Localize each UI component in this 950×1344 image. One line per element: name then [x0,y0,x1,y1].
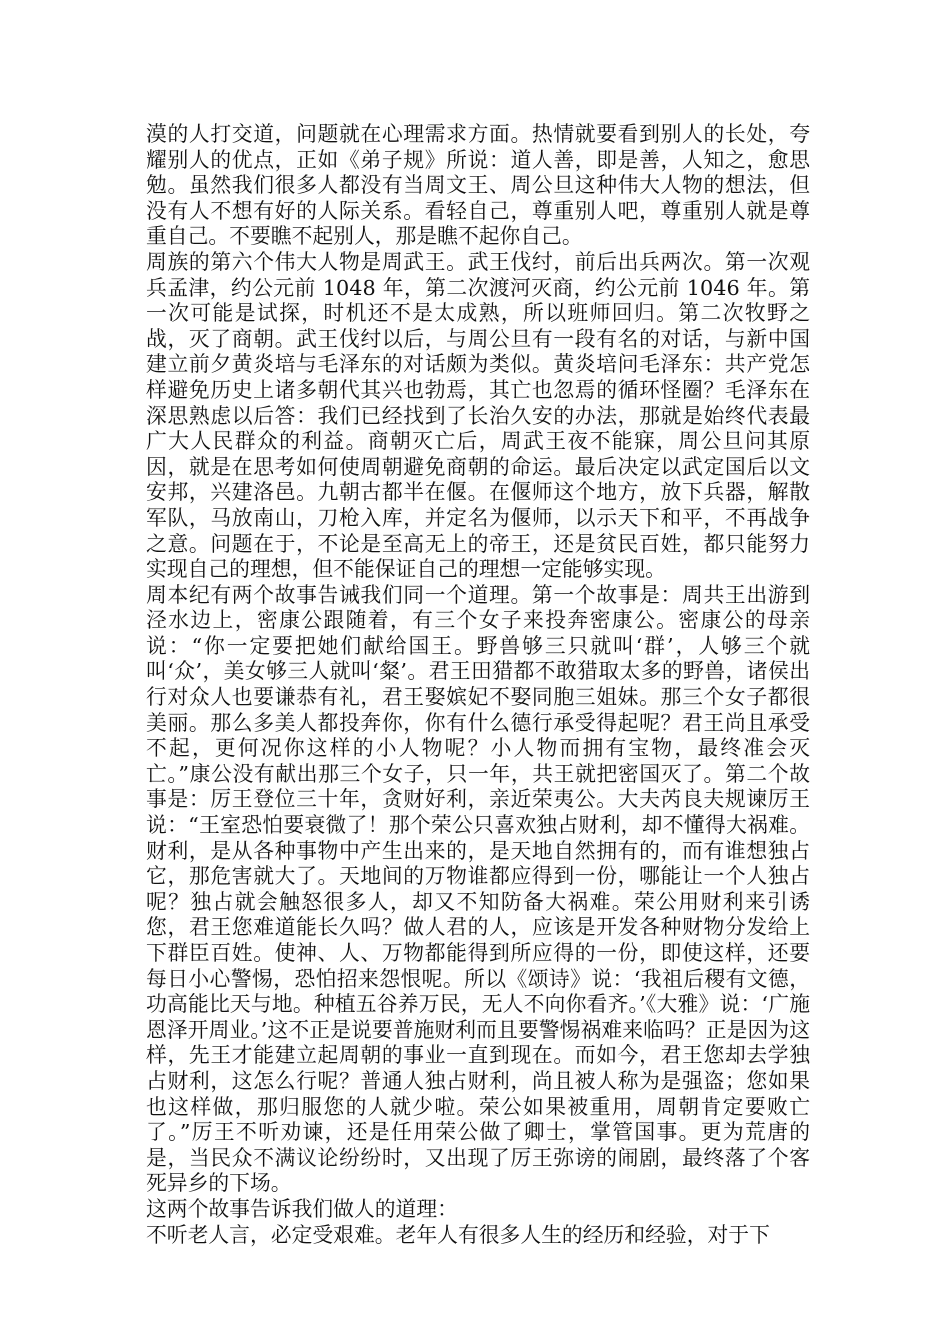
paragraph-king-wu: 周族的第六个伟大人物是周武王。武王伐纣，前后出兵两次。第一次观兵孟津，约公元前 1048 年，第二次渡河灭商，约公元前 1046 年。第一次可能是试探，时机还不是太成熟，所以班师回归。第二次牧野之战，灭了商朝。武王伐纣以后，与周公旦有一段有名的对话，与新中国建立前夕黄炎培与毛泽东的对话颇为类似。黄炎培问毛泽东：共产党怎样避免历史上诸多朝代其兴也勃焉，其亡也忽焉的循环怪圈？毛泽东在深思熟虑以后答：我们已经找到了长治久安的办法，那就是始终代表最广大人民群众的利益。商朝灭亡后，周武王夜不能寐，周公旦问其原因，就是在思考如何使周朝避免商朝的命运。最后决定以武定国后以文安邦，兴建洛邑。九朝古都半在偃。在偃师这个地方，放下兵器，解散军队，马放南山，刀枪入库，并定名为偃师，以示天下和平，不再战争之意。问题在于，不论是至高无上的帝王，还是贫民百姓，都只能努力实现自己的理想，但不能保证自己的理想一定能够实现。 [146,249,810,582]
paragraph-lesson-intro: 这两个故事告诉我们做人的道理： [146,1196,458,1221]
paragraph-courtesy: 漠的人打交道，问题就在心理需求方面。热情就要看到别人的长处，夸耀别人的优点，正如《弟子规》所说：道人善，即是善，人知之，愈思勉。虽然我们很多人都没有当周文王、周公旦这种伟大人物的想法，但没有人不想有好的人际关系。看轻自己，尊重别人吧，尊重别人就是尊重自己。不要瞧不起别人，那是瞧不起你自己。 [146,122,810,249]
paragraph-zhou-annals-stories: 周本纪有两个故事告诫我们同一个道理。第一个故事是：周共王出游到泾水边上，密康公跟随着，有三个女子来投奔密康公。密康公的母亲说：“你一定要把她们献给国王。野兽够三只就叫‘群’，人够三个就叫‘众’，美女够三人就叫‘粲’。君王田猎都不敢猎取太多的野兽，诸侯出行对众人也要谦恭有礼，君王娶嫔妃不娶同胞三姐妹。那三个女子都很美丽。那么多美人都投奔你，你有什么德行承受得起呢？君王尚且承受不起，更何况你这样的小人物呢？小人物而拥有宝物，最终准会灭亡。”康公没有献出那三个女子，只一年，共王就把密国灭了。第二个故事是：厉王登位三十年，贪财好利，亲近荣夷公。大夫芮良夫规谏厉王说：“王室恐怕要衰微了！那个荣公只喜欢独占财利，却不懂得大祸难。财利，是从各种事物中产生出来的，是天地自然拥有的，而有谁想独占它，那危害就大了。天地间的万物谁都应得到一份，哪能让一个人独占呢？独占就会触怒很多人，却又不知防备大祸难。荣公用财利来引诱您，君王您难道能长久吗？做人君的人，应该是开发各种财物分发给上下群臣百姓。使神、人、万物都能得到所应得的一份，即使这样，还要每日小心警惕，恐怕招来怨恨呢。所以《颂诗》说：‘我祖后稷有文德，功高能比天与地。种植五谷养万民，无人不向你看齐。’《大雅》说：‘广施恩泽开周业。’这不正是说要普施财利而且要警惕祸难来临吗？正是因为这样，先王才能建立起周朝的事业一直到现在。而如今，君王您却去学独占财利，这怎么行呢？普通人独占财利，尚且被人称为是强盗；您如果也这样做，那归服您的人就少啦。荣公如果被重用，周朝肯定要败亡了。”厉王不听劝谏，还是任用荣公做了卿士，掌管国事。更为荒唐的是，当民众不满议论纷纷时，又出现了厉王弥谤的闹剧，最终落了个客死异乡的下场。 [146,582,810,1196]
document-page [146,122,810,1248]
paragraph-elders-advice: 不听老人言，必定受艰难。老年人有很多人生的经历和经验，对于下 [146,1222,770,1247]
